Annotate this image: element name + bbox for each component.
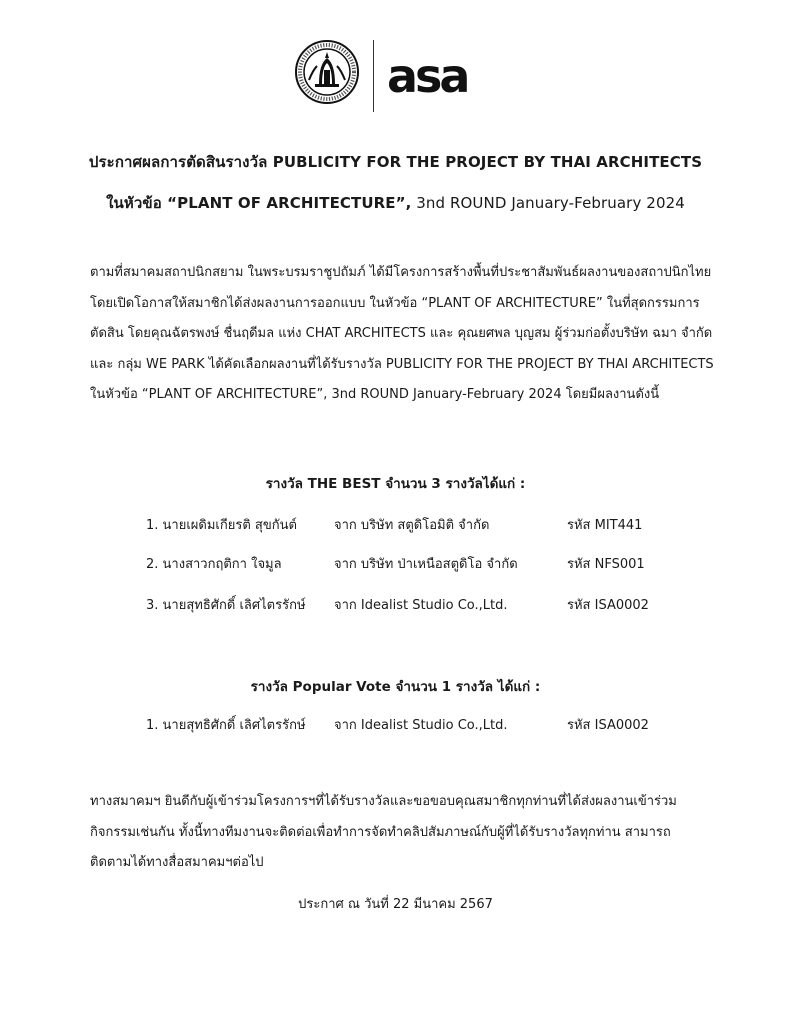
asa-logo [387, 54, 497, 98]
winner-name: 2. นางสาวกฤติกา ใจมูล [146, 557, 282, 572]
winner-company: จาก Idealist Studio Co.,Ltd. [334, 718, 508, 733]
paragraph-line: และ กลุ่ม WE PARK ได้คัดเลือกผลงานที่ได้รับรางวัล PUBLICITY FOR THE PROJECT BY THAI ARCHITECTS [90, 356, 714, 372]
closing-paragraph [90, 787, 710, 879]
winner-code: รหัส ISA0002 [567, 718, 649, 733]
winner-company: จาก บริษัท ป่าเหนือสตูดิโอ จำกัด [334, 557, 518, 572]
winner-row [0, 594, 791, 614]
svg-text:asa: asa [387, 54, 468, 98]
winner-name: 1. นายสุทธิศักดิ์ เลิศไตรรักษ์ [146, 718, 306, 733]
subtitle-topic: ในหัวข้อ “PLANT OF ARCHITECTURE”, [106, 194, 412, 212]
paragraph-line: ติดตามได้ทางสื่อสมาคมฯต่อไป [90, 855, 264, 870]
winner-row [0, 553, 791, 573]
paragraph-line: ทางสมาคมฯ ยินดีกับผู้เข้าร่วมโครงการฯที่ได้รับรางวัลและขอขอบคุณสมาชิกทุกท่านที่ได้ส่งผลงานเข้าร่วม [90, 794, 677, 809]
winner-row [0, 514, 791, 534]
best-award-heading: รางวัล THE BEST จำนวน 3 รางวัลได้แก่ : [265, 476, 526, 492]
intro-paragraph [90, 258, 714, 411]
logo-divider [373, 40, 374, 112]
winner-company: จาก Idealist Studio Co.,Ltd. [334, 598, 508, 613]
winner-company: จาก บริษัท สตูดิโอมิติ จำกัด [334, 518, 490, 533]
announcement-title: ประกาศผลการตัดสินรางวัล PUBLICITY FOR THE PROJECT BY THAI ARCHITECTS [88, 153, 703, 171]
announcement-subtitle [0, 191, 791, 215]
winner-code: รหัส MIT441 [567, 518, 643, 533]
paragraph-line: ในหัวข้อ “PLANT OF ARCHITECTURE”, 3nd ROUND January-February 2024 โดยมีผลงานดังนี้ [90, 387, 660, 402]
paragraph-line: กิจกรรมเช่นกัน ทั้งนี้ทางทีมงานจะติดต่อเพื่อทำการจัดทำคลิปสัมภาษณ์กับผู้ที่ได้รับรางวัลทุกท่าน สามารถ [90, 824, 671, 840]
association-seal-icon [295, 40, 359, 104]
paragraph-line: ตามที่สมาคมสถาปนิกสยาม ในพระบรมราชูปถัมภ์ ได้มีโครงการสร้างพื้นที่ประชาสัมพันธ์ผลงานของสถาปนิกไทย [90, 265, 712, 280]
winner-code: รหัส NFS001 [567, 557, 645, 572]
header-logos [295, 40, 515, 120]
popular-vote-heading: รางวัล Popular Vote จำนวน 1 รางวัล ได้แก่ : [250, 679, 541, 695]
announcement-date: ประกาศ ณ วันที่ 22 มีนาคม 2567 [298, 897, 493, 912]
paragraph-line: โดยเปิดโอกาสให้สมาชิกได้ส่งผลงานการออกแบบ ในหัวข้อ “PLANT OF ARCHITECTURE” ในที่สุดกรรมการ [90, 295, 700, 311]
winner-name: 3. นายสุทธิศักดิ์ เลิศไตรรักษ์ [146, 598, 306, 613]
winner-code: รหัส ISA0002 [567, 598, 649, 613]
subtitle-round: 3nd ROUND January-February 2024 [411, 194, 685, 212]
winner-row [0, 714, 791, 734]
winner-name: 1. นายเผดิมเกียรติ สุขกันต์ [146, 518, 297, 533]
paragraph-line: ตัดสิน โดยคุณฉัตรพงษ์ ชื่นฤดีมล แห่ง CHAT ARCHITECTS และ คุณยศพล บุญสม ผู้ร่วมก่อตั้งบริษัท ฉมา จำกัด [90, 326, 713, 341]
